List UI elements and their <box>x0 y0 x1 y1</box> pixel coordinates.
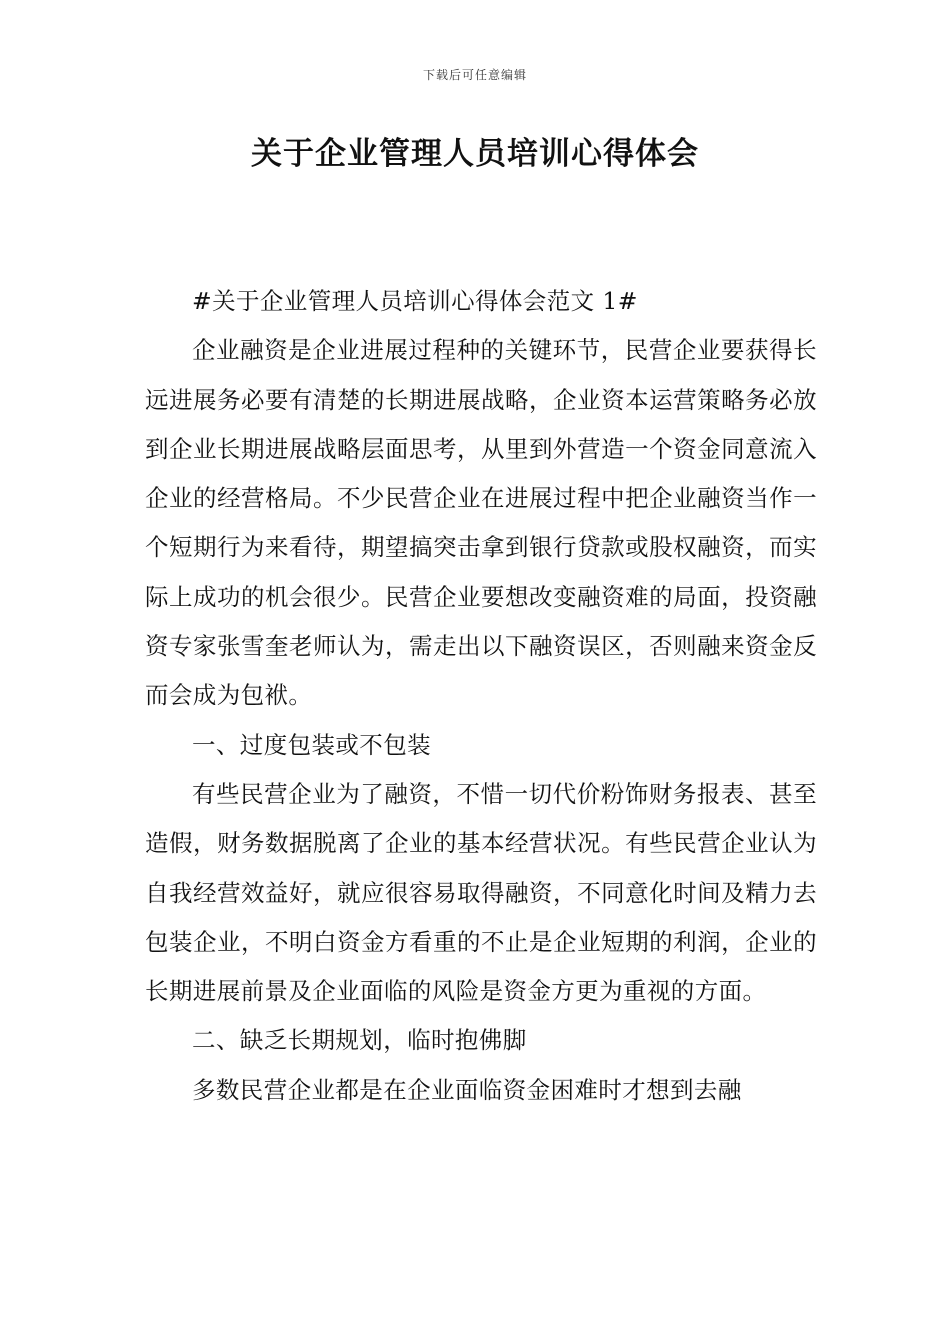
paragraph-intro: 企业融资是企业进展过程种的关键环节，民营企业要获得长远进展务必要有清楚的长期进展战略，企业资本运营策略务必放到企业长期进展战略层面思考，从里到外营造一个资金同意流入企业的经营格局。不少民营企业在进展过程中把企业融资当作一个短期行为来看待，期望搞突击拿到银行贷款或股权融资，而实际上成功的机会很少。民营企业要想改变融资难的局面，投资融资专家张雪奎老师认为，需走出以下融资误区，否则融来资金反而会成为包袱。 <box>145 336 817 710</box>
paragraph-section-1: 有些民营企业为了融资，不惜一切代价粉饰财务报表、甚至造假，财务数据脱离了企业的基本经营状况。有些民营企业认为自我经营效益好，就应很容易取得融资，不同意化时间及精力去包装企业，不明白资金方看重的不止是企业短期的利润，企业的长期进展前景及企业面临的风险是资金方更为重视的方面。 <box>145 779 817 1006</box>
header-note: 下载后可任意编辑 <box>422 68 527 82</box>
document-body <box>145 277 817 1115</box>
section-heading-sample-1: #关于企业管理人员培训心得体会范文 1# <box>192 287 638 315</box>
section-heading-2: 二、缺乏长期规划，临时抱佛脚 <box>192 1026 527 1055</box>
section-heading-1: 一、过度包装或不包装 <box>192 730 431 759</box>
paragraph-section-2: 多数民营企业都是在企业面临资金困难时才想到去融 <box>192 1075 742 1104</box>
document-title: 关于企业管理人员培训心得体会 <box>251 136 699 172</box>
